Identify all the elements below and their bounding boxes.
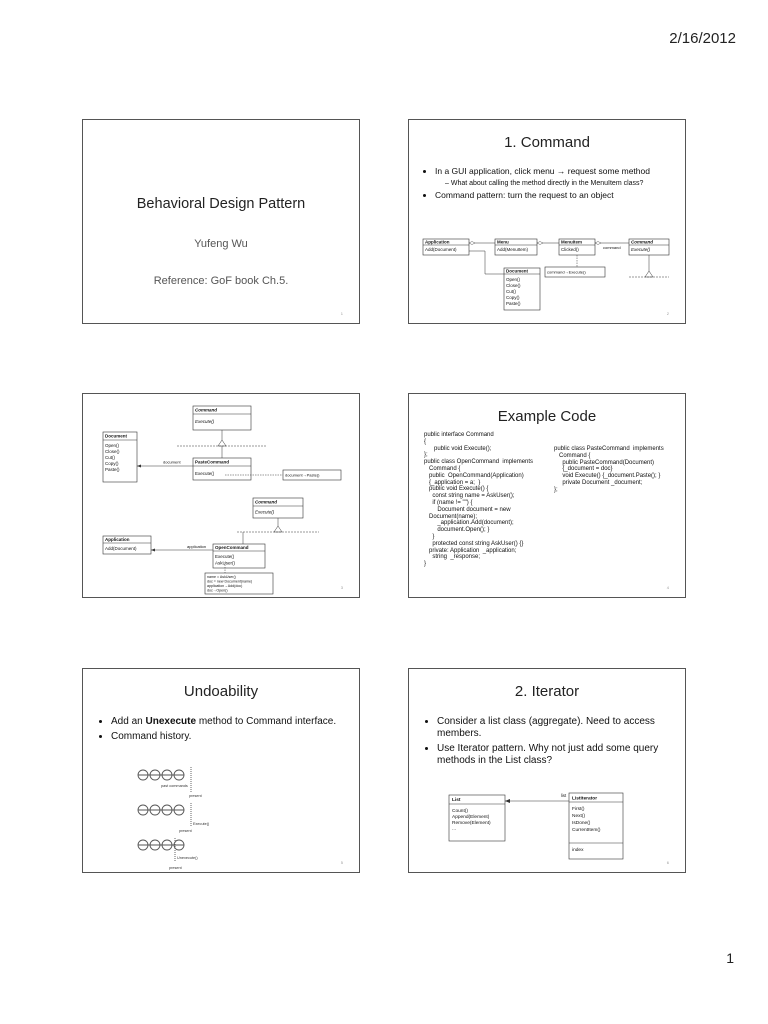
bullet-item: • Command pattern: turn the request to an object: [435, 191, 673, 201]
class-document: Document: [506, 268, 529, 274]
doc-op: Paste(): [105, 467, 120, 472]
list-op: ...: [452, 827, 456, 832]
list-op: Remove(Element): [452, 821, 491, 826]
method-clicked: Clicked(): [561, 247, 579, 252]
label-application: application: [187, 544, 207, 549]
iter-op: First(): [572, 807, 585, 812]
label-list: list: [561, 793, 567, 798]
class-paste-command: PasteCommand: [195, 459, 230, 465]
doc-op: Copy(): [105, 461, 119, 466]
command-structure-diagram: [97, 400, 347, 595]
label-unexecute: Unexecute(): [177, 856, 198, 860]
command-history-diagram: [133, 765, 243, 873]
slide-author: Yufeng Wu: [194, 238, 248, 250]
bold-term: Unexecute: [145, 716, 197, 727]
doc-op: Close(): [506, 283, 521, 288]
slide-1: [82, 119, 360, 324]
slide-title: 1. Command: [504, 134, 590, 151]
slide-number: 3: [340, 585, 343, 590]
class-list: List: [452, 798, 461, 803]
label-command: command: [603, 245, 621, 250]
method-execute: Execute(): [255, 509, 275, 515]
iter-op: IsDone(): [572, 821, 591, 826]
open-op: AskUser(): [215, 560, 235, 566]
method-add-menuitem: Add(MenuItem): [497, 247, 529, 252]
slide-title: Undoability: [183, 683, 259, 700]
bullet-item: • In a GUI application, click menu → request some method: [435, 167, 673, 177]
method-paste-execute: Execute(): [195, 471, 215, 476]
iterator-class-diagram: [445, 787, 645, 865]
class-menu: Menu: [497, 239, 509, 245]
class-document: Document: [105, 433, 128, 439]
class-list-iterator: ListIterator: [572, 796, 598, 802]
bullet-list: [99, 716, 349, 746]
slide-5: [82, 668, 360, 873]
method-add-document: Add(Document): [105, 546, 137, 551]
doc-op: Cut(): [506, 289, 516, 294]
header-date: 2/16/2012: [669, 30, 736, 47]
note-paste: document→Paste(): [285, 472, 320, 478]
class-application: Application: [105, 537, 130, 542]
code-left: public interface Command { public void Execute(); }; public class OpenCommand implements Command { public OpenCommand(Application) {_application = a; } public void Execute() { const string name = AskUser(); if (name != "") { Document document = new Document(name); _application.Add(document); document.Open(); } } protected const string AskUser() {} private: Application _application; string _response; }: [424, 432, 534, 568]
slide-number: 2: [666, 311, 669, 316]
method-execute: Execute(): [195, 419, 215, 424]
bullet-item: • Consider a list class (aggregate). Need to access members.: [437, 716, 675, 740]
class-application: Application: [425, 239, 450, 245]
iter-op: CurrentItem(): [572, 828, 601, 833]
slide-number: 5: [340, 860, 343, 865]
bullet-list: [425, 716, 675, 770]
doc-op: Close(): [105, 449, 120, 454]
slide-number: 4: [666, 585, 669, 590]
iter-attr: index: [572, 848, 584, 853]
slide-number: 1: [340, 311, 343, 316]
class-open-command: OpenCommand: [215, 545, 249, 550]
note-execute: command→Execute(): [547, 269, 586, 275]
label-present: present: [169, 866, 182, 870]
list-op: Count(): [452, 809, 468, 814]
bullet-item: • Add an Unexecute method to Command interface.: [111, 716, 349, 728]
open-op: Execute(): [215, 554, 235, 559]
slide-title: Example Code: [497, 408, 597, 425]
method-execute: Execute(): [631, 247, 651, 252]
label-past-commands: past commands: [161, 784, 188, 788]
note-line: name = AskUser(): [207, 575, 236, 579]
class-menuitem: MenuItem: [561, 239, 583, 245]
doc-op: Copy(): [506, 295, 520, 300]
class-command: Command: [255, 499, 278, 505]
bullet-item: • Command history.: [111, 731, 349, 743]
doc-op: Cut(): [105, 455, 115, 460]
slide-3: [82, 393, 360, 598]
slide-title: Behavioral Design Pattern: [136, 196, 306, 212]
slide-reference: Reference: GoF book Ch.5.: [153, 275, 289, 287]
bullet-item: • Use Iterator pattern. Why not just add some query methods in the List class?: [437, 743, 675, 767]
command-class-diagram: [421, 233, 677, 318]
page-number: 1: [726, 950, 734, 966]
slide-4: [408, 393, 686, 598]
label-present: present: [189, 794, 202, 798]
bullet-list: [423, 167, 673, 203]
slide-title: 2. Iterator: [514, 683, 580, 700]
iter-op: Next(): [572, 814, 586, 819]
doc-op: Open(): [506, 277, 521, 282]
code-right: public class PasteCommand implements Command { public PasteCommand(Document) {_document = doc} void Execute() {_document.Paste(); } private Document _document; };: [554, 446, 664, 493]
class-command: Command: [631, 239, 654, 245]
slide-6: [408, 668, 686, 873]
note-line: application→Add(doc): [207, 584, 243, 588]
label-present: present: [179, 829, 192, 833]
note-line: doc = new Document(name): [207, 579, 253, 584]
label-document: document: [163, 459, 181, 465]
note-line: doc→Open(): [207, 588, 228, 593]
slide-2: [408, 119, 686, 324]
method-add-document: Add(Document): [425, 247, 457, 252]
label-execute: Execute(): [193, 822, 210, 826]
slide-number: 6: [666, 860, 669, 865]
doc-op: Open(): [105, 443, 120, 448]
sub-bullet: – What about calling the method directly in the MenuItem class?: [445, 179, 644, 187]
doc-op: Paste(): [506, 301, 521, 306]
list-op: Append(Element): [452, 815, 490, 820]
class-command: Command: [195, 407, 218, 413]
